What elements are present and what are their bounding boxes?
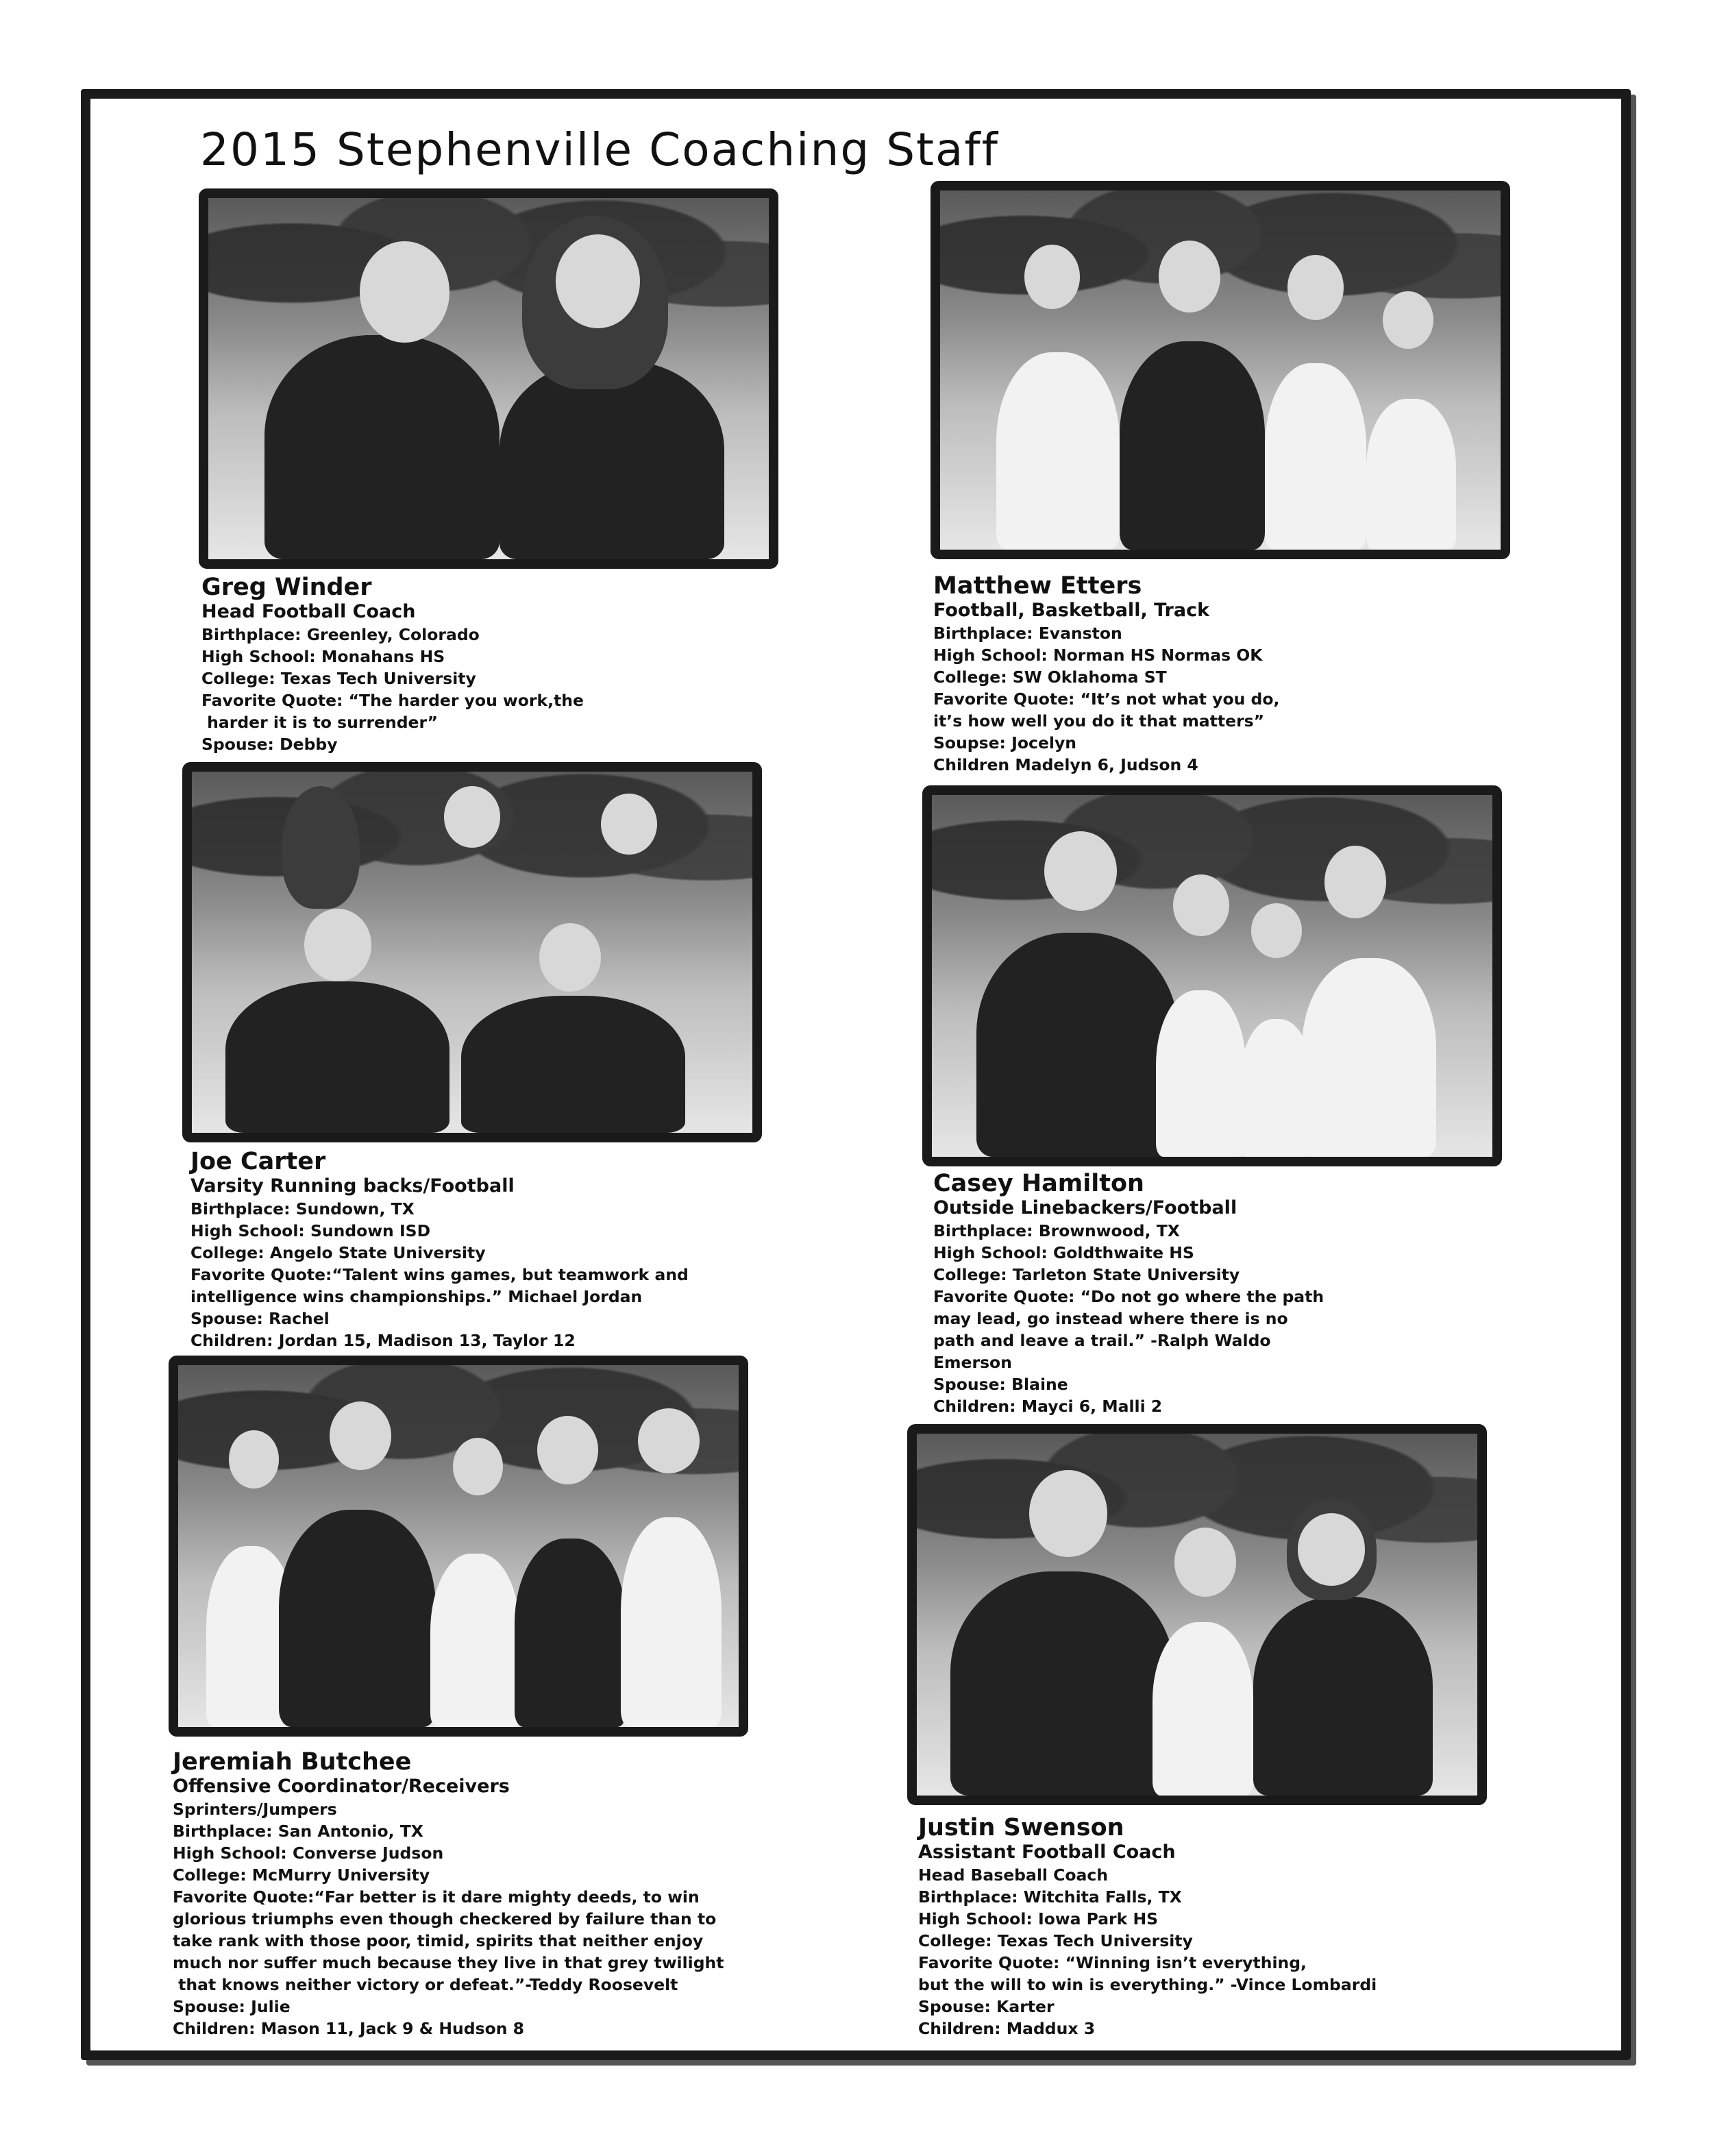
coach-name: Joe Carter	[190, 1148, 326, 1175]
coach-role: Football, Basketball, Track	[933, 600, 1210, 621]
coach-detail: much nor suffer much because they live in that grey twilight	[173, 1953, 724, 1972]
coach-detail: Children: Jordan 15, Madison 13, Taylor 12	[190, 1331, 576, 1350]
coach-detail: but the will to win is everything.” -Vince Lombardi	[918, 1975, 1377, 1994]
coach-detail: High School: Sundown ISD	[190, 1221, 431, 1240]
photo-matthew-etters	[931, 181, 1510, 559]
coach-detail: College: McMurry University	[173, 1865, 430, 1885]
coach-detail: path and leave a trail.” -Ralph Waldo	[933, 1331, 1271, 1350]
coach-detail: that knows neither victory or defeat.”-Teddy Roosevelt	[173, 1975, 678, 1994]
coach-role: Head Football Coach	[201, 601, 416, 622]
coach-detail: Birthplace: San Antonio, TX	[173, 1822, 423, 1841]
coach-detail: College: Texas Tech University	[201, 669, 476, 688]
coach-detail: High School: Converse Judson	[173, 1843, 444, 1863]
coach-name: Matthew Etters	[933, 572, 1142, 600]
coach-role: Outside Linebackers/Football	[933, 1197, 1237, 1218]
coach-detail: High School: Goldthwaite HS	[933, 1243, 1194, 1262]
coach-detail: take rank with those poor, timid, spirits that neither enjoy	[173, 1931, 704, 1950]
coach-detail: Spouse: Debby	[201, 735, 338, 754]
caption-casey-hamilton	[933, 1171, 1324, 1417]
coach-detail: glorious triumphs even though checkered by failure than to	[173, 1909, 717, 1928]
caption-justin-swenson	[918, 1815, 1377, 2039]
coach-detail: Birthplace: Evanston	[933, 624, 1122, 643]
coach-detail: Children: Mason 11, Jack 9 & Hudson 8	[173, 2019, 525, 2038]
page-title: 2015 Stephenville Coaching Staff	[200, 123, 999, 176]
coach-role: Assistant Football Coach	[918, 1841, 1176, 1863]
coach-name: Casey Hamilton	[933, 1170, 1144, 1197]
coach-detail: Spouse: Julie	[173, 1997, 291, 2016]
coach-detail: Favorite Quote: “It’s not what you do,	[933, 689, 1280, 709]
coach-detail: College: Texas Tech University	[918, 1931, 1193, 1950]
coach-name: Justin Swenson	[918, 1814, 1124, 1841]
coach-detail: harder it is to surrender”	[201, 713, 438, 732]
coach-detail: it’s how well you do it that matters”	[933, 711, 1265, 731]
coach-detail: Birthplace: Brownwood, TX	[933, 1221, 1180, 1240]
coach-detail: Favorite Quote: “Do not go where the path	[933, 1287, 1324, 1306]
coach-name: Greg Winder	[201, 574, 372, 601]
caption-joe-carter	[190, 1149, 689, 1351]
coach-detail: Spouse: Blaine	[933, 1375, 1068, 1394]
photo-greg-winder	[199, 188, 778, 569]
coach-detail: Sprinters/Jumpers	[173, 1800, 337, 1819]
coach-detail: intelligence wins championships.” Michael Jordan	[190, 1287, 643, 1306]
coach-detail: Soupse: Jocelyn	[933, 733, 1076, 752]
coach-detail: Spouse: Karter	[918, 1997, 1055, 2016]
coach-detail: Birthplace: Greenley, Colorado	[201, 625, 480, 644]
coach-detail: Children Madelyn 6, Judson 4	[933, 755, 1198, 774]
coach-role: Offensive Coordinator/Receivers	[173, 1776, 510, 1797]
coach-detail: Favorite Quote:“Far better is it dare mighty deeds, to win	[173, 1887, 700, 1907]
coach-detail: Favorite Quote: “Winning isn’t everything,	[918, 1953, 1307, 1972]
photo-jeremiah-butchee	[169, 1356, 748, 1737]
coach-detail: Children: Mayci 6, Malli 2	[933, 1397, 1163, 1416]
coach-detail: Emerson	[933, 1353, 1012, 1372]
coach-detail: Favorite Quote: “The harder you work,the	[201, 691, 584, 710]
coach-detail: Favorite Quote:“Talent wins games, but teamwork and	[190, 1265, 689, 1284]
photo-justin-swenson	[907, 1424, 1487, 1805]
coach-detail: Children: Maddux 3	[918, 2019, 1096, 2038]
coach-detail: College: SW Oklahoma ST	[933, 667, 1167, 687]
caption-matthew-etters	[933, 573, 1279, 776]
coach-name: Jeremiah Butchee	[173, 1748, 412, 1776]
coach-role: Varsity Running backs/Football	[190, 1175, 515, 1197]
coach-detail: Birthplace: Sundown, TX	[190, 1199, 415, 1218]
caption-jeremiah-butchee	[173, 1749, 724, 2039]
coach-detail: may lead, go instead where there is no	[933, 1309, 1288, 1328]
coach-detail: Birthplace: Witchita Falls, TX	[918, 1887, 1182, 1907]
photo-joe-carter	[182, 762, 762, 1142]
coach-detail: Head Baseball Coach	[918, 1865, 1109, 1885]
coach-detail: High School: Iowa Park HS	[918, 1909, 1159, 1928]
caption-greg-winder	[201, 574, 584, 755]
coach-detail: High School: Norman HS Normas OK	[933, 646, 1263, 665]
coach-detail: High School: Monahans HS	[201, 647, 445, 666]
photo-casey-hamilton	[922, 785, 1502, 1166]
coach-detail: Spouse: Rachel	[190, 1309, 330, 1328]
coach-detail: College: Tarleton State University	[933, 1265, 1240, 1284]
coach-detail: College: Angelo State University	[190, 1243, 486, 1262]
